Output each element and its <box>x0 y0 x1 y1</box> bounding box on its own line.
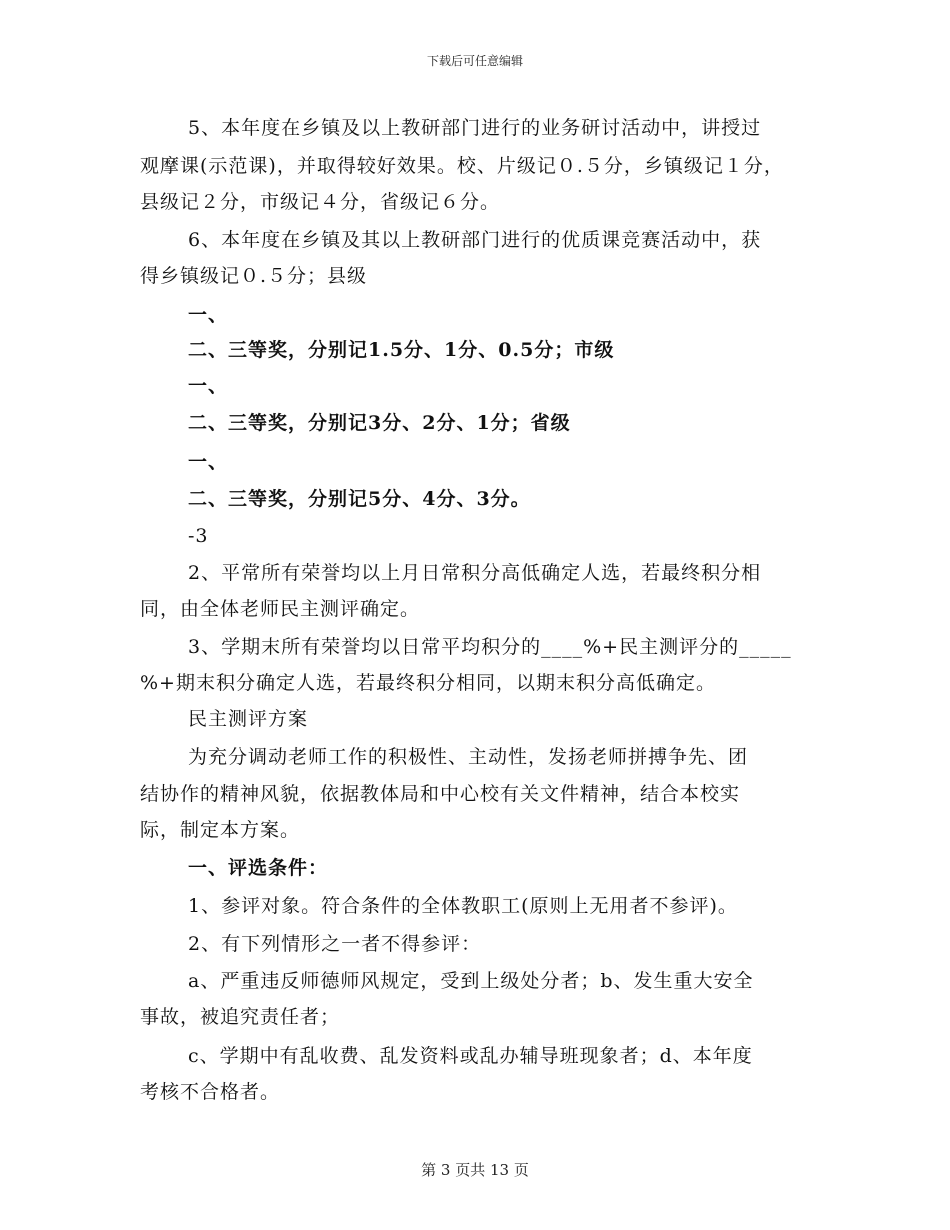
paragraph-line: 为充分调动老师工作的积极性、主动性，发扬老师拼搏争先、团 <box>188 746 749 768</box>
paragraph-line: 际，制定本方案。 <box>140 819 301 841</box>
paragraph-line: -3 <box>188 525 209 547</box>
paragraph-line: 一、 <box>188 304 229 326</box>
paragraph-line: 1、参评对象。符合条件的全体教职工(原则上无用者不参评)。 <box>188 895 738 917</box>
paragraph-line: 考核不合格者。 <box>140 1081 281 1103</box>
paragraph-line: 二、三等奖，分别记3分、2分、1分；省级 <box>188 412 571 434</box>
paragraph-line: 2、有下列情形之一者不得参评： <box>188 933 482 955</box>
page-header: 下载后可任意编辑 <box>426 54 523 68</box>
paragraph-line: a、严重违反师德师风规定，受到上级处分者；b、发生重大安全 <box>188 970 754 992</box>
paragraph-line: 得乡镇级记０.５分；县级 <box>140 265 368 287</box>
paragraph-line: 结协作的精神风貌，依据教体局和中心校有关文件精神，结合本校实 <box>140 783 741 805</box>
section-title: 民主测评方案 <box>188 708 309 730</box>
paragraph-line: %+期末积分确定人选，若最终积分相同，以期末积分高低确定。 <box>140 672 716 694</box>
paragraph-line: 事故，被追究责任者； <box>140 1006 341 1028</box>
paragraph-line: 2、平常所有荣誉均以上月日常积分高低确定人选，若最终积分相 <box>188 562 762 584</box>
paragraph-line: 同，由全体老师民主测评确定。 <box>140 598 421 620</box>
paragraph-line: 观摩课(示范课)，并取得较好效果。校、片级记０.５分，乡镇级记１分， <box>140 155 784 177</box>
paragraph-line: c、学期中有乱收费、乱发资料或乱办辅导班现象者；d、本年度 <box>188 1045 753 1067</box>
paragraph-line: 二、三等奖，分别记1.5分、1分、0.5分；市级 <box>188 339 615 361</box>
page-footer: 第 3 页共 13 页 <box>421 1161 529 1179</box>
paragraph-line: 一、 <box>188 375 229 397</box>
paragraph-line: 5、本年度在乡镇及以上教研部门进行的业务研讨活动中，讲授过 <box>188 117 762 139</box>
paragraph-line: 3、学期末所有荣誉均以日常平均积分的____%+民主测评分的_____ <box>188 636 792 658</box>
paragraph-line: 6、本年度在乡镇及其以上教研部门进行的优质课竞赛活动中，获 <box>188 229 762 251</box>
paragraph-line: 县级记２分，市级记４分，省级记６分。 <box>140 191 501 213</box>
section-heading: 一、评选条件： <box>188 857 329 879</box>
paragraph-line: 一、 <box>188 451 229 473</box>
paragraph-line: 二、三等奖，分别记5分、4分、3分。 <box>188 488 531 510</box>
